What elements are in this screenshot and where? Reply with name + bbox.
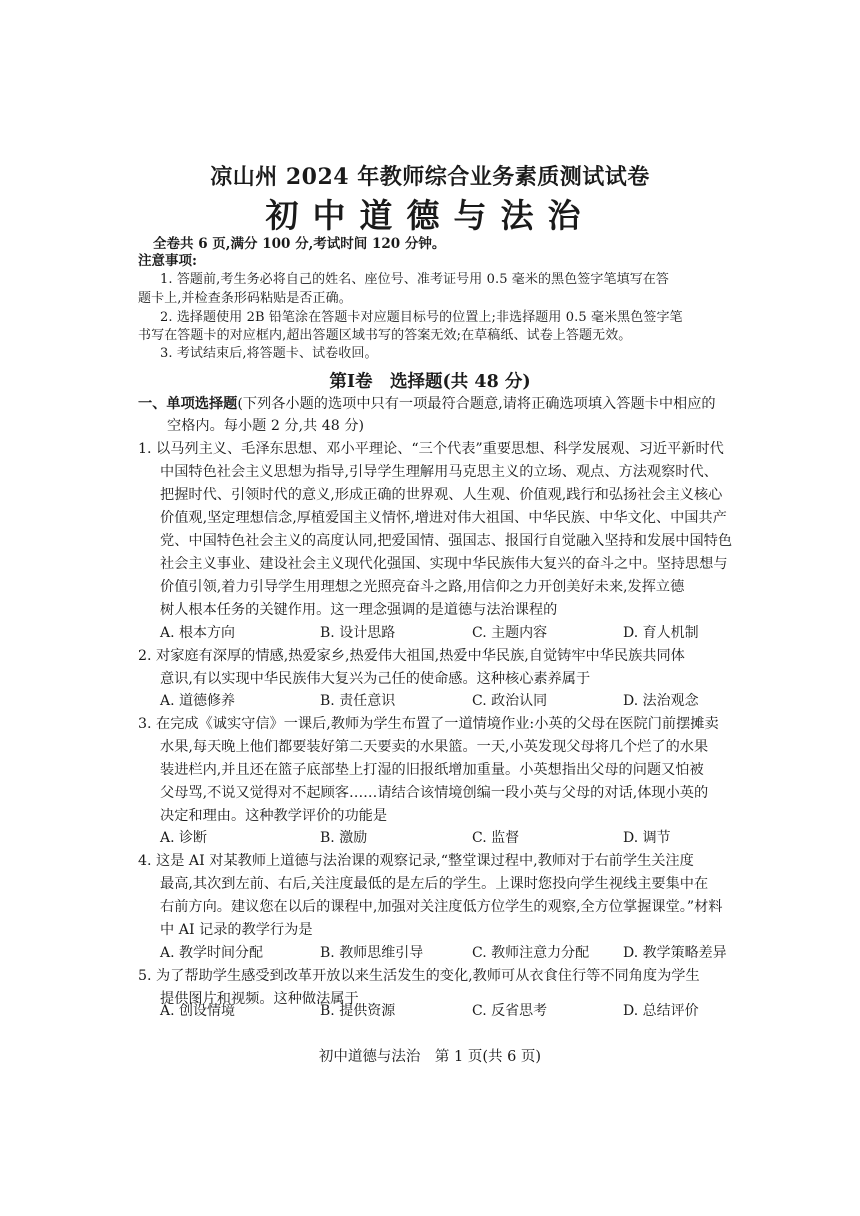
option-a: A. 根本方向 — [160, 625, 236, 641]
option-b: B. 激励 — [320, 830, 368, 846]
option-c: C. 教师注意力分配 — [472, 945, 590, 961]
question-4-line: 4. 这是 AI 对某教师上道德与法治课的观察记录,“整堂课过程中,教师对于右前学生关注度 — [138, 853, 694, 869]
notice-line: 3. 考试结束后,将答题卡、试卷收回。 — [160, 346, 378, 361]
option-b: B. 教师思维引导 — [320, 945, 424, 961]
part-heading: 一、单项选择题 — [138, 396, 238, 412]
question-3-line: 父母骂,不说又觉得对不起顾客……请结合该情境创编一段小英与父母的对话,体现小英的 — [160, 785, 709, 801]
option-c: C. 政治认同 — [472, 693, 548, 709]
option-d: D. 法治观念 — [623, 693, 699, 709]
question-1-line: 价值引领,着力引导学生用理想之光照亮奋斗之路,用信仰之力开创美好未来,发挥立德 — [160, 579, 685, 595]
option-a: A. 创设情境 — [160, 1003, 236, 1019]
option-d: D. 教学策略差异 — [623, 945, 727, 961]
option-a: A. 教学时间分配 — [160, 945, 264, 961]
option-b: B. 责任意识 — [320, 693, 396, 709]
option-a: A. 道德修养 — [160, 693, 236, 709]
option-d: D. 调节 — [623, 830, 671, 846]
part-instruction-cont: 空格内。每小题 2 分,共 48 分) — [167, 418, 365, 434]
question-1-line: 把握时代、引领时代的意义,形成正确的世界观、人生观、价值观,践行和弘扬社会主义核心 — [160, 487, 723, 503]
question-1-line: 价值观,坚定理想信念,厚植爱国主义情怀,增进对伟大祖国、中华民族、中华文化、中国共产 — [160, 510, 727, 526]
question-1-line: 1. 以马列主义、毛泽东思想、邓小平理论、“三个代表”重要思想、科学发展观、习近平新时代 — [138, 441, 724, 457]
question-3-line: 决定和理由。这种教学评价的功能是 — [160, 808, 388, 824]
page-footer: 初中道德与法治 第 1 页(共 6 页) — [318, 1049, 542, 1065]
subject-title: 初中道德与法治 — [265, 196, 595, 235]
part-heading-line — [138, 393, 716, 413]
question-5-line: 提供图片和视频。这种做法属于 — [160, 991, 359, 1007]
question-4-line: 中 AI 记录的教学行为是 — [160, 922, 313, 938]
option-b: B. 提供资源 — [320, 1003, 396, 1019]
question-4-line: 最高,其次到左前、右后,关注度最低的是左后的学生。上课时您投向学生视线主要集中在 — [160, 876, 709, 892]
option-c: C. 反省思考 — [472, 1003, 548, 1019]
part-instruction: (下列各小题的选项中只有一项最符合题意,请将正确选项填入答题卡中相应的 — [237, 396, 716, 412]
exam-title: 凉山州 2024 年教师综合业务素质测试试卷 — [210, 164, 650, 190]
question-1-line: 中国特色社会主义思想为指导,引导学生理解用马克思主义的立场、观点、方法观察时代、 — [160, 464, 718, 480]
notice-heading: 注意事项: — [138, 253, 197, 269]
option-d: D. 育人机制 — [623, 625, 699, 641]
question-3-line: 3. 在完成《诚实守信》一课后,教师为学生布置了一道情境作业:小英的父母在医院门前摆摊卖 — [138, 716, 719, 732]
option-c: C. 主题内容 — [472, 625, 548, 641]
notice-line: 题卡上,并检查条形码粘贴是否正确。 — [138, 291, 352, 306]
question-4-line: 右前方向。建议您在以后的课程中,加强对关注度低方位学生的观察,全方位掌握课堂。”材料 — [160, 899, 723, 915]
question-1-line: 党、中国特色社会主义的高度认同,把爱国情、强国志、报国行自觉融入坚持和发展中国特色 — [160, 533, 733, 549]
question-2-line: 意识,有以实现中华民族伟大复兴为己任的使命感。这种核心素养属于 — [160, 671, 591, 687]
notice-line: 1. 答题前,考生务必将自己的姓名、座位号、准考证号用 0.5 毫米的黑色签字笔填写在答 — [160, 272, 670, 287]
notice-line: 2. 选择题使用 2B 铅笔涂在答题卡对应题目标号的位置上;非选择题用 0.5 毫米黑色签字笔 — [160, 310, 683, 325]
section-title: 第Ⅰ卷 选择题(共 48 分) — [329, 372, 531, 392]
option-d: D. 总结评价 — [623, 1003, 699, 1019]
question-2-line: 2. 对家庭有深厚的情感,热爱家乡,热爱伟大祖国,热爱中华民族,自觉铸牢中华民族共同体 — [138, 648, 685, 664]
option-a: A. 诊断 — [160, 830, 208, 846]
question-3-line: 水果,每天晚上他们都要装好第二天要卖的水果篮。一天,小英发现父母将几个烂了的水果 — [160, 739, 709, 755]
exam-info: 全卷共 6 页,满分 100 分,考试时间 120 分钟。 — [153, 236, 446, 252]
question-5-line: 5. 为了帮助学生感受到改革开放以来生活发生的变化,教师可从衣食住行等不同角度为学生 — [138, 968, 700, 984]
option-b: B. 设计思路 — [320, 625, 396, 641]
notice-line: 书写在答题卡的对应框内,超出答题区域书写的答案无效;在草稿纸、试卷上答题无效。 — [138, 328, 632, 343]
option-c: C. 监督 — [472, 830, 520, 846]
question-1-line: 树人根本任务的关键作用。这一理念强调的是道德与法治课程的 — [160, 602, 558, 618]
question-1-line: 社会主义事业、建设社会主义现代化强国、实现中华民族伟大复兴的奋斗之中。坚持思想与 — [160, 556, 728, 572]
question-3-line: 装进栏内,并且还在篮子底部垫上打湿的旧报纸增加重量。小英想指出父母的问题又怕被 — [160, 762, 704, 778]
